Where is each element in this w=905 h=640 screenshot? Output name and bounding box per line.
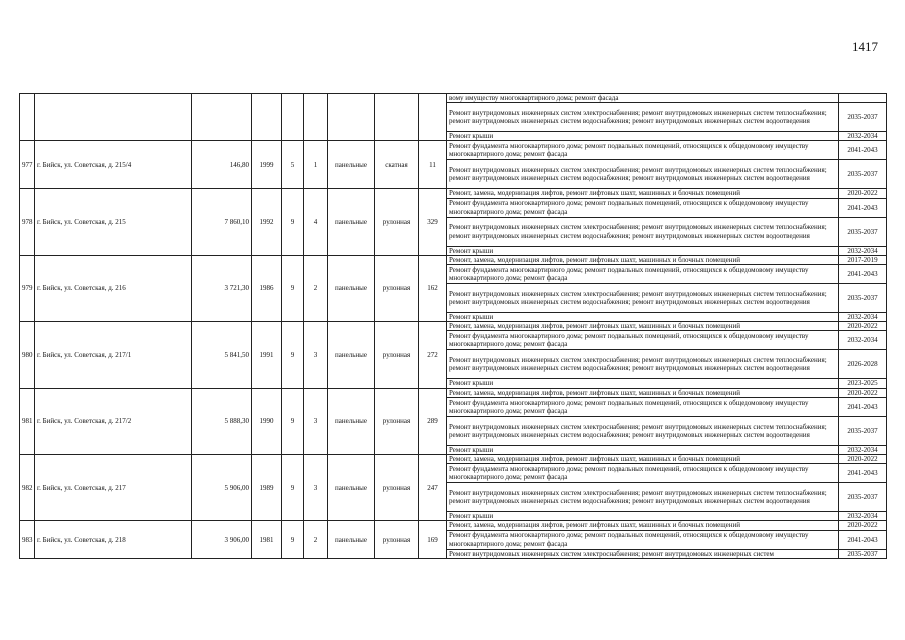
work-description: Ремонт фундамента многоквартирного дома; ремонт подвальных помещений, относящихся к общедомовому имуществу многоквартирного дома; ремонт фасада — [447, 464, 839, 483]
building-address: г. Бийск, ул. Советская, д. 218 — [35, 521, 192, 558]
building-area: 146,80 — [192, 141, 252, 189]
work-description: Ремонт крыши — [447, 379, 839, 388]
floors-count: 9 — [282, 455, 304, 521]
roof-type: рулонная — [375, 255, 419, 321]
table-row — [20, 255, 887, 264]
table-row — [20, 455, 887, 464]
work-period: 2041-2043 — [839, 397, 887, 416]
work-description: Ремонт крыши — [447, 445, 839, 454]
floors-count: 9 — [282, 322, 304, 388]
building-area: 3 906,00 — [192, 521, 252, 558]
year-built-cell — [252, 94, 282, 141]
row-number: 983 — [20, 521, 35, 558]
work-period: 2035-2037 — [839, 416, 887, 445]
residents-count: 11 — [419, 141, 447, 189]
work-description: Ремонт внутридомовых инженерных систем электроснабжения; ремонт внутридомовых инженерных систем теплоснабжения; ремонт внутридомовых инженерных систем водоснабжения; ремонт внутридомовых инженерных систем водоотведения — [447, 483, 839, 512]
work-description: Ремонт фундамента многоквартирного дома; ремонт подвальных помещений, относящихся к общедомовому имуществу многоквартирного дома; ремонт фасада — [447, 265, 839, 284]
work-description: Ремонт, замена, модернизация лифтов, ремонт лифтовых шахт, машинных и блочных помещений — [447, 455, 839, 464]
building-address: г. Бийск, ул. Советская, д. 215 — [35, 189, 192, 255]
residents-count: 162 — [419, 255, 447, 321]
work-description: Ремонт крыши — [447, 132, 839, 141]
year-built: 1991 — [252, 322, 282, 388]
work-period: 2032-2034 — [839, 512, 887, 521]
wall-material: панельные — [328, 255, 375, 321]
entrances-count: 3 — [304, 322, 328, 388]
work-period: 2026-2028 — [839, 350, 887, 379]
repair-schedule-table — [19, 93, 887, 559]
work-description: Ремонт, замена, модернизация лифтов, ремонт лифтовых шахт, машинных и блочных помещений — [447, 255, 839, 264]
building-address: г. Бийск, ул. Советская, д. 217/1 — [35, 322, 192, 388]
building-address: г. Бийск, ул. Советская, д. 216 — [35, 255, 192, 321]
table-row — [20, 189, 887, 198]
row-number: 978 — [20, 189, 35, 255]
entrances-count: 3 — [304, 455, 328, 521]
work-period: 2020-2022 — [839, 521, 887, 530]
work-period: 2041-2043 — [839, 141, 887, 160]
work-period: 2041-2043 — [839, 198, 887, 217]
residents-count: 329 — [419, 189, 447, 255]
work-description: Ремонт фундамента многоквартирного дома; ремонт подвальных помещений, относящихся к общедомовому имуществу многоквартирного дома; ремонт фасада — [447, 530, 839, 549]
work-period: 2035-2037 — [839, 284, 887, 313]
work-period: 2032-2034 — [839, 132, 887, 141]
work-description: Ремонт внутридомовых инженерных систем электроснабжения; ремонт внутридомовых инженерных систем теплоснабжения; ремонт внутридомовых инженерных систем водоснабжения; ремонт внутридомовых инженерных систем водоотведения — [447, 416, 839, 445]
work-period: 2035-2037 — [839, 217, 887, 246]
floors-cell — [282, 94, 304, 141]
roof-type: рулонная — [375, 189, 419, 255]
entrances-cell — [304, 94, 328, 141]
wall-material: панельные — [328, 322, 375, 388]
work-period: 2035-2037 — [839, 160, 887, 189]
row-number — [20, 94, 35, 141]
residents-count: 272 — [419, 322, 447, 388]
row-number: 981 — [20, 388, 35, 454]
work-period: 2032-2034 — [839, 445, 887, 454]
work-description: Ремонт фундамента многоквартирного дома; ремонт подвальных помещений, относящихся к общедомовому имуществу многоквартирного дома; ремонт фасада — [447, 198, 839, 217]
work-description: Ремонт фундамента многоквартирного дома; ремонт подвальных помещений, относящихся к общедомовому имуществу многоквартирного дома; ремонт фасада — [447, 397, 839, 416]
work-description: Ремонт внутридомовых инженерных систем электроснабжения; ремонт внутридомовых инженерных систем теплоснабжения; ремонт внутридомовых инженерных систем водоснабжения; ремонт внутридомовых инженерных систем водоотведения — [447, 103, 839, 132]
entrances-count: 4 — [304, 189, 328, 255]
building-address: г. Бийск, ул. Советская, д. 215/4 — [35, 141, 192, 189]
work-period: 2020-2022 — [839, 189, 887, 198]
entrances-count: 2 — [304, 255, 328, 321]
wall-material-cell — [328, 94, 375, 141]
building-area: 5 906,00 — [192, 455, 252, 521]
roof-type: рулонная — [375, 388, 419, 454]
wall-material: панельные — [328, 521, 375, 558]
work-description: Ремонт, замена, модернизация лифтов, ремонт лифтовых шахт, машинных и блочных помещений — [447, 521, 839, 530]
work-description: Ремонт, замена, модернизация лифтов, ремонт лифтовых шахт, машинных и блочных помещений — [447, 388, 839, 397]
wall-material: панельные — [328, 189, 375, 255]
year-built: 1989 — [252, 455, 282, 521]
entrances-count: 2 — [304, 521, 328, 558]
entrances-count: 3 — [304, 388, 328, 454]
work-description: Ремонт крыши — [447, 512, 839, 521]
work-period: 2032-2034 — [839, 246, 887, 255]
floors-count: 9 — [282, 388, 304, 454]
work-period: 2020-2022 — [839, 455, 887, 464]
work-period — [839, 94, 887, 103]
floors-count: 5 — [282, 141, 304, 189]
building-area: 7 860,10 — [192, 189, 252, 255]
building-area: 3 721,30 — [192, 255, 252, 321]
floors-count: 9 — [282, 189, 304, 255]
roof-type: скатная — [375, 141, 419, 189]
table-body — [20, 94, 887, 559]
row-number: 980 — [20, 322, 35, 388]
work-description: Ремонт, замена, модернизация лифтов, ремонт лифтовых шахт, машинных и блочных помещений — [447, 189, 839, 198]
year-built: 1999 — [252, 141, 282, 189]
work-description: Ремонт, замена, модернизация лифтов, ремонт лифтовых шахт, машинных и блочных помещений — [447, 322, 839, 331]
year-built: 1990 — [252, 388, 282, 454]
residents-cell — [419, 94, 447, 141]
work-description: Ремонт внутридомовых инженерных систем электроснабжения; ремонт внутридомовых инженерных систем теплоснабжения; ремонт внутридомовых инженерных систем водоснабжения; ремонт внутридомовых инженерных систем водоотведения — [447, 217, 839, 246]
work-period: 2017-2019 — [839, 255, 887, 264]
roof-type: рулонная — [375, 322, 419, 388]
roof-type-cell — [375, 94, 419, 141]
work-description: Ремонт фундамента многоквартирного дома; ремонт подвальных помещений, относящихся к общедомовому имуществу многоквартирного дома; ремонт фасада — [447, 331, 839, 350]
building-area: 5 888,30 — [192, 388, 252, 454]
work-description: Ремонт крыши — [447, 313, 839, 322]
work-period: 2035-2037 — [839, 483, 887, 512]
work-period: 2032-2034 — [839, 331, 887, 350]
work-period: 2035-2037 — [839, 549, 887, 558]
row-number: 977 — [20, 141, 35, 189]
wall-material: панельные — [328, 455, 375, 521]
work-description: Ремонт крыши — [447, 246, 839, 255]
area-cell — [192, 94, 252, 141]
roof-type: рулонная — [375, 521, 419, 558]
residents-count: 247 — [419, 455, 447, 521]
work-description: Ремонт внутридомовых инженерных систем электроснабжения; ремонт внутридомовых инженерных систем теплоснабжения; ремонт внутридомовых инженерных систем водоснабжения; ремонт внутридомовых инженерных систем водоотведения — [447, 350, 839, 379]
table-row — [20, 388, 887, 397]
floors-count: 9 — [282, 255, 304, 321]
work-period: 2041-2043 — [839, 530, 887, 549]
table-row — [20, 141, 887, 160]
address-cell — [35, 94, 192, 141]
work-period: 2023-2025 — [839, 379, 887, 388]
year-built: 1981 — [252, 521, 282, 558]
row-number: 982 — [20, 455, 35, 521]
work-period: 2041-2043 — [839, 265, 887, 284]
work-description: Ремонт внутридомовых инженерных систем электроснабжения; ремонт внутридомовых инженерных систем теплоснабжения; ремонт внутридомовых инженерных систем водоснабжения; ремонт внутридомовых инженерных систем водоотведения — [447, 160, 839, 189]
table-row — [20, 322, 887, 331]
work-period: 2020-2022 — [839, 388, 887, 397]
building-address: г. Бийск, ул. Советская, д. 217/2 — [35, 388, 192, 454]
work-period: 2035-2037 — [839, 103, 887, 132]
year-built: 1986 — [252, 255, 282, 321]
row-number: 979 — [20, 255, 35, 321]
table-row — [20, 94, 887, 103]
wall-material: панельные — [328, 141, 375, 189]
entrances-count: 1 — [304, 141, 328, 189]
work-period: 2041-2043 — [839, 464, 887, 483]
year-built: 1992 — [252, 189, 282, 255]
roof-type: рулонная — [375, 455, 419, 521]
work-description: Ремонт фундамента многоквартирного дома; ремонт подвальных помещений, относящихся к общедомовому имуществу многоквартирного дома; ремонт фасада — [447, 141, 839, 160]
work-description: Ремонт внутридомовых инженерных систем электроснабжения; ремонт внутридомовых инженерных систем теплоснабжения; ремонт внутридомовых инженерных систем водоснабжения; ремонт внутридомовых инженерных систем водоотведения — [447, 284, 839, 313]
building-area: 5 841,50 — [192, 322, 252, 388]
building-address: г. Бийск, ул. Советская, д. 217 — [35, 455, 192, 521]
work-description: вому имуществу многоквартирного дома; ремонт фасада — [447, 94, 839, 103]
work-period: 2020-2022 — [839, 322, 887, 331]
work-period: 2032-2034 — [839, 313, 887, 322]
floors-count: 9 — [282, 521, 304, 558]
residents-count: 169 — [419, 521, 447, 558]
work-description: Ремонт внутридомовых инженерных систем электроснабжения; ремонт внутридомовых инженерных систем — [447, 549, 839, 558]
page-number: 1417 — [852, 39, 878, 54]
wall-material: панельные — [328, 388, 375, 454]
residents-count: 289 — [419, 388, 447, 454]
table-row — [20, 521, 887, 530]
